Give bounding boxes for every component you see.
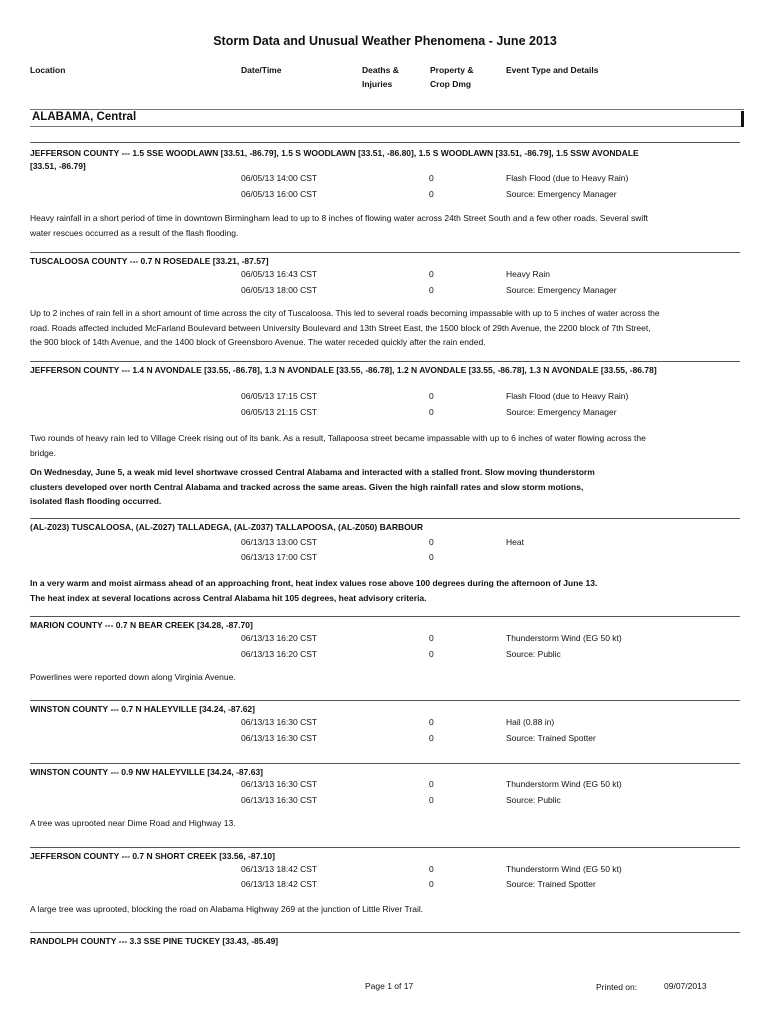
entry-damage: 0 [429,733,434,743]
entry-begin-time: 06/05/13 17:15 CST [241,391,318,401]
entry-begin-time: 06/05/13 14:00 CST [241,173,318,183]
entry-rule [30,142,740,143]
entry-location: WINSTON COUNTY --- 0.7 N HALEYVILLE [34.24, -87.62] [30,704,255,714]
entry-event-type: Flash Flood (due to Heavy Rain) [506,173,629,183]
entry-end-time: 06/13/13 16:30 CST [241,733,318,743]
state-name: ALABAMA, Central [32,111,137,123]
entry-deaths: 0 [429,391,434,401]
entry-end-time: 06/05/13 21:15 CST [241,407,318,417]
entry-narrative: Up to 2 inches of rain fell in a short amount of time across the city of Tuscaloosa. This led to several roads becoming impassable with up to 5 inches of water across the road. Roads affected included McFarland Boulevard between University Boulevard and 13th Street East, the 1500 block of 29th Avenue, the 2200 block of 7th Street, the 900 block of 14th Avenue, and the 1400 block of Greensboro Avenue. The water receded quickly after the rain ended. [30,308,660,347]
entry-deaths: 0 [429,864,434,874]
entry-rule [30,763,740,764]
entry-rule [30,932,740,933]
entry-rule [30,616,740,617]
page-title: Storm Data and Unusual Weather Phenomena - June 2013 [213,34,557,48]
state-header-marker [741,111,744,127]
entry-damage: 0 [429,795,434,805]
entry-damage: 0 [429,407,434,417]
column-header-injuries: Injuries [362,79,393,89]
entry-event-type: Thunderstorm Wind (EG 50 kt) [506,779,622,789]
entry-rule [30,518,740,519]
entry-damage: 0 [429,552,434,562]
entry-event-type: Thunderstorm Wind (EG 50 kt) [506,864,622,874]
entry-location: RANDOLPH COUNTY --- 3.3 SSE PINE TUCKEY [33.43, -85.49] [30,936,279,946]
column-header-datetime: Date/Time [241,65,282,75]
state-header [30,109,744,127]
entry-deaths: 0 [429,173,434,183]
column-header-event-type: Event Type and Details [506,65,599,75]
entry-location: (AL-Z023) TUSCALOOSA, (AL-Z027) TALLADEGA, (AL-Z037) TALLAPOOSA, (AL-Z050) BARBOUR [30,522,424,532]
entry-deaths: 0 [429,717,434,727]
entry-begin-time: 06/13/13 16:30 CST [241,779,318,789]
entry-damage: 0 [429,879,434,889]
entry-event-type: Flash Flood (due to Heavy Rain) [506,391,629,401]
entry-damage: 0 [429,285,434,295]
column-header-location: Location [30,65,66,75]
entry-narrative: A large tree was uprooted, blocking the road on Alabama Highway 269 at the junction of Little River Trail. [30,904,424,914]
entry-deaths: 0 [429,537,434,547]
episode-narrative: On Wednesday, June 5, a weak mid level shortwave crossed Central Alabama and interacted with a stalled front. Slow moving thunderstorm clusters developed over north Central Alabama and tracked across the same areas. Given the high rainfall rates and slow storm motions, isolated flash flooding occurred. [30,467,595,506]
entry-end-time: 06/13/13 16:20 CST [241,649,318,659]
entry-deaths: 0 [429,269,434,279]
entry-location: JEFFERSON COUNTY --- 1.4 N AVONDALE [33.55, -86.78], 1.3 N AVONDALE [33.55, -86.78], 1.2 N AVONDALE [33.55, -86.78], 1.3 N AVONDALE [33.55, -86.78] [30,365,657,375]
entry-begin-time: 06/13/13 16:30 CST [241,717,318,727]
entry-event-type: Hail (0.88 in) [506,717,555,727]
entry-source: Source: Trained Spotter [506,733,596,743]
entry-damage: 0 [429,649,434,659]
printed-label: Printed on: [596,982,638,992]
entry-event-type: Heat [506,537,524,547]
entry-event-type: Thunderstorm Wind (EG 50 kt) [506,633,622,643]
entry-end-time: 06/05/13 16:00 CST [241,189,318,199]
entry-source: Source: Emergency Manager [506,407,617,417]
column-header-deaths: Deaths & [362,65,399,75]
entry-source: Source: Emergency Manager [506,285,617,295]
entry-end-time: 06/13/13 16:30 CST [241,795,318,805]
printed-date: 09/07/2013 [664,981,707,991]
entry-narrative: A tree was uprooted near Dime Road and Highway 13. [30,818,236,828]
entry-location: JEFFERSON COUNTY --- 1.5 SSE WOODLAWN [33.51, -86.79], 1.5 S WOODLAWN [33.51, -86.80], 1.5 S WOODLAWN [33.51, -86.79], 1.5 SSW AVONDALE [33.51, -86.79] [30,148,639,171]
entry-rule [30,847,740,848]
entry-deaths: 0 [429,779,434,789]
entry-location: MARION COUNTY --- 0.7 N BEAR CREEK [34.28, -87.70] [30,620,253,630]
entry-end-time: 06/05/13 18:00 CST [241,285,318,295]
entry-source: Source: Public [506,795,561,805]
entry-event-type: Heavy Rain [506,269,550,279]
entry-deaths: 0 [429,633,434,643]
entry-end-time: 06/13/13 17:00 CST [241,552,318,562]
entry-source: Source: Public [506,649,561,659]
entry-location: WINSTON COUNTY --- 0.9 NW HALEYVILLE [34.24, -87.63] [30,767,264,777]
entry-source: Source: Trained Spotter [506,879,596,889]
page-number: Page 1 of 17 [365,981,414,991]
entry-begin-time: 06/05/13 16:43 CST [241,269,318,279]
entry-source: Source: Emergency Manager [506,189,617,199]
entry-begin-time: 06/13/13 18:42 CST [241,864,318,874]
entry-begin-time: 06/13/13 16:20 CST [241,633,318,643]
entry-narrative: Heavy rainfall in a short period of time in downtown Birmingham lead to up to 8 inches of flowing water across 24th Street South and a few other roads. Several swift water rescues occurred as a result of the flash flooding. [30,213,648,238]
entry-rule [30,700,740,701]
entry-rule [30,361,740,362]
entry-location: TUSCALOOSA COUNTY --- 0.7 N ROSEDALE [33.21, -87.57] [30,256,269,266]
entry-rule [30,252,740,253]
entry-narrative: Two rounds of heavy rain led to Village Creek rising out of its bank. As a result, Tallapoosa street became impassable with up to 6 inches of water flowing across the bridge. [30,433,646,458]
entry-damage: 0 [429,189,434,199]
entry-narrative: Powerlines were reported down along Virginia Avenue. [30,672,236,682]
entry-begin-time: 06/13/13 13:00 CST [241,537,318,547]
entry-location: JEFFERSON COUNTY --- 0.7 N SHORT CREEK [33.56, -87.10] [30,851,275,861]
entry-end-time: 06/13/13 18:42 CST [241,879,318,889]
column-header-crop-dmg: Crop Dmg [430,79,472,89]
column-header-property: Property & [430,65,474,75]
state-header-top-rule [30,109,744,110]
state-header-bottom-rule [30,126,744,127]
episode-narrative: In a very warm and moist airmass ahead of an approaching front, heat index values rose above 100 degrees during the afternoon of June 13. The heat index at several locations across Central Alabama hit 105 degrees, heat advisory criteria. [30,578,598,603]
